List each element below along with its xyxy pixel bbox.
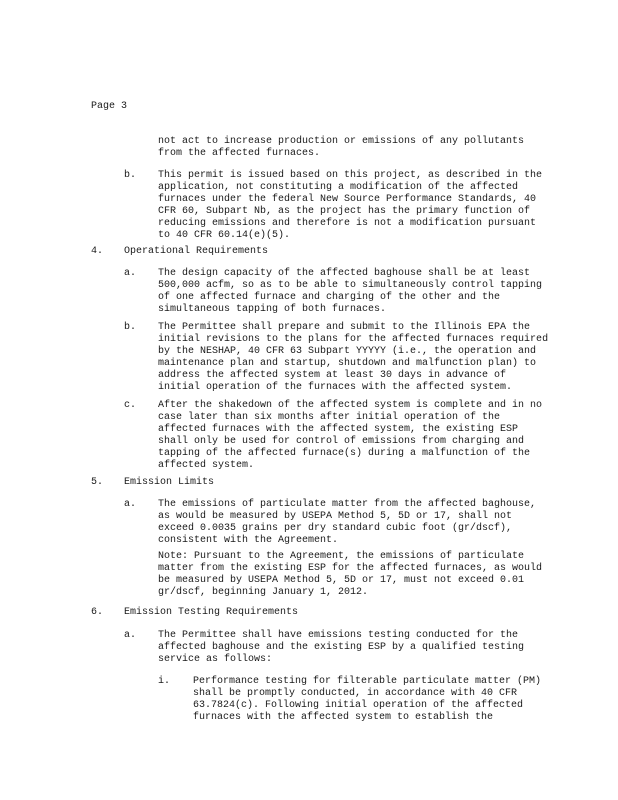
- subitem-label: i.: [158, 676, 171, 687]
- text-line: exceed 0.0035 grains per dry standard cubic foot (gr/dscf),: [158, 523, 513, 534]
- section5-note: [158, 551, 542, 599]
- text-line: tapping of the affected furnace(s) during a malfunction of the: [158, 448, 531, 459]
- section6-subitem-i: [193, 676, 541, 724]
- text-line: furnaces with the affected system to establish the: [193, 712, 494, 723]
- text-line: from the affected furnaces.: [158, 148, 321, 159]
- text-line: The Permittee shall prepare and submit to the Illinois EPA the: [158, 322, 531, 333]
- text-line: by the NESHAP, 40 CFR 63 Subpart YYYYY (i.e., the operation and: [158, 346, 537, 357]
- item-label: a.: [124, 630, 137, 641]
- text-line: case later than six months after initial operation of the: [158, 412, 501, 423]
- text-line: reducing emissions and therefore is not a modification pursuant: [158, 218, 537, 229]
- text-line: affected baghouse and the existing ESP by a qualified testing: [158, 642, 525, 653]
- text-line: The emissions of particulate matter from the affected baghouse,: [158, 499, 537, 510]
- text-line: affected system.: [158, 460, 255, 471]
- text-line: application, not constituting a modification of the affected: [158, 182, 519, 193]
- continuation-text: [158, 136, 524, 160]
- text-line: The design capacity of the affected baghouse shall be at least: [158, 268, 531, 279]
- section-number: 4.: [91, 246, 104, 257]
- item-label: a.: [124, 268, 137, 279]
- text-line: 63.7824(c). Following initial operation of the affected: [193, 700, 524, 711]
- section-heading: Emission Limits: [124, 477, 215, 488]
- text-line: furnaces under the federal New Source Performance Standards, 40: [158, 194, 537, 205]
- text-line: affected furnaces with the affected system, the existing ESP: [158, 424, 519, 435]
- item-label: b.: [124, 170, 137, 181]
- item-label: a.: [124, 499, 137, 510]
- section6-item-a: [158, 630, 524, 666]
- section4-item-a: [158, 268, 542, 316]
- section4-item-b: [158, 322, 548, 394]
- text-line: be measured by USEPA Method 5, 5D or 17, must not exceed 0.01: [158, 575, 525, 586]
- item-label: c.: [124, 400, 137, 411]
- text-line: not act to increase production or emissions of any pollutants: [158, 136, 525, 147]
- section-heading: Emission Testing Requirements: [124, 607, 299, 618]
- text-line: initial revisions to the plans for the affected furnaces required: [158, 334, 549, 345]
- text-line: to 40 CFR 60.14(e)(5).: [158, 230, 291, 241]
- text-line: of one affected furnace and charging of the other and the: [158, 292, 501, 303]
- section-number: 6.: [91, 607, 104, 618]
- text-line: After the shakedown of the affected system is complete and in no: [158, 400, 543, 411]
- text-line: consistent with the Agreement.: [158, 535, 339, 546]
- text-line: as would be measured by USEPA Method 5, 5D or 17, shall not: [158, 511, 513, 522]
- text-line: simultaneous tapping of both furnaces.: [158, 304, 387, 315]
- section4-item-c: [158, 400, 542, 472]
- item-b-paragraph: [158, 170, 542, 242]
- item-label: b.: [124, 322, 137, 333]
- text-line: address the affected system at least 30 days in advance of: [158, 370, 507, 381]
- text-line: This permit is issued based on this project, as described in the: [158, 170, 543, 181]
- text-line: Performance testing for filterable particulate matter (PM): [193, 676, 542, 687]
- text-line: initial operation of the furnaces with the affected system.: [158, 382, 513, 393]
- text-line: matter from the existing ESP for the affected furnaces, as would: [158, 563, 543, 574]
- text-line: 500,000 acfm, so as to be able to simultaneously control tapping: [158, 280, 543, 291]
- text-line: The Permittee shall have emissions testing conducted for the: [158, 630, 519, 641]
- text-line: service as follows:: [158, 654, 273, 665]
- section-number: 5.: [91, 477, 104, 488]
- section-heading: Operational Requirements: [124, 246, 269, 257]
- text-line: CFR 60, Subpart Nb, as the project has the primary function of: [158, 206, 531, 217]
- text-line: shall only be used for control of emissions from charging and: [158, 436, 525, 447]
- text-line: gr/dscf, beginning January 1, 2012.: [158, 587, 369, 598]
- text-line: shall be promptly conducted, in accordance with 40 CFR: [193, 688, 518, 699]
- section5-item-a: [158, 499, 536, 547]
- text-line: Note: Pursuant to the Agreement, the emissions of particulate: [158, 551, 525, 562]
- page-number: Page 3: [91, 101, 128, 112]
- text-line: maintenance plan and startup, shutdown and malfunction plan) to: [158, 358, 537, 369]
